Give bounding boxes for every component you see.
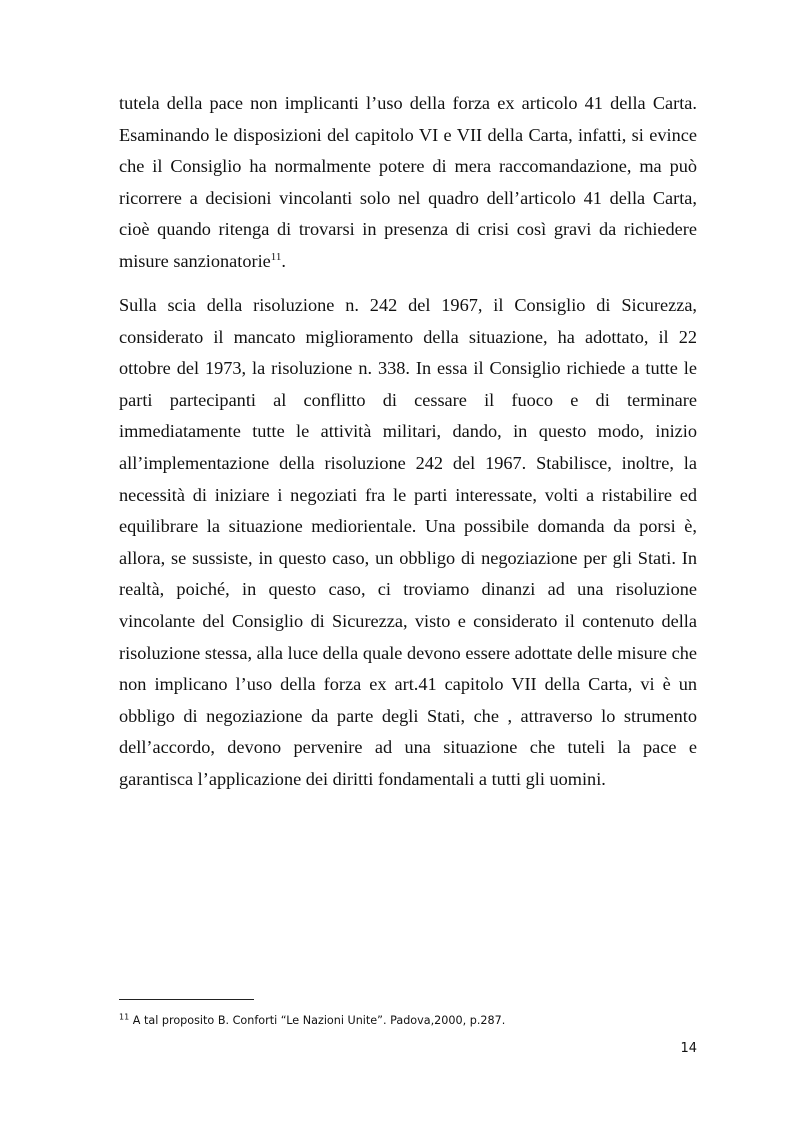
body-paragraph-2: Sulla scia della risoluzione n. 242 del 1967, il Consiglio di Sicurezza, considerato il mancato miglioramento della situazione, ha adottato, il 22 ottobre del 1973, la risoluzione n. 338. In essa il Consiglio richiede a tutte le parti partecipanti al conflitto di cessare il fuoco e di terminare immediatamente tutte le attività militari, dando, in questo modo, inizio all’implementazione della risoluzione 242 del 1967. Stabilisce, inoltre, la necessità di iniziare i negoziati fra le parti interessate, volti a ristabilire ed equilibrare la situazione mediorientale. Una possibile domanda da porsi è, allora, se sussiste, in questo caso, un obbligo di negoziazione per gli Stati. In realtà, poiché, in questo caso, ci troviamo dinanzi ad una risoluzione vincolante del Consiglio di Sicurezza, visto e considerato il contenuto della risoluzione stessa, alla luce della quale devono essere adottate delle misure che non implicano l’uso della forza ex art.41 capitolo VII della Carta, vi è un obbligo di negoziazione da parte degli Stati, che , attraverso lo strumento dell’accordo, devono pervenire ad una situazione che tuteli la pace e garantisca l’applicazione dei diritti fondamentali a tutti gli uomini. xyxy=(119,295,697,789)
footnote-reference: 11 xyxy=(270,250,282,263)
footnote-number: 11 xyxy=(119,1012,130,1022)
footnote-separator xyxy=(119,999,254,1000)
page-number: 14 xyxy=(680,1041,697,1056)
footnote-text: A tal proposito B. Conforti “Le Nazioni Unite”. Padova,2000, p.287. xyxy=(129,1014,506,1027)
paragraph-1-text: tutela della pace non implicanti l’uso della forza ex articolo 41 della Carta. Esaminando le disposizioni del capitolo VI e VII della Carta, infatti, si evince che il Consiglio ha normalmente potere di mera raccomandazione, ma può ricorrere a decisioni vincolanti solo nel quadro dell’articolo 41 della Carta, cioè quando ritenga di trovarsi in presenza di crisi così gravi da richiedere misure sanzionatorie xyxy=(119,93,697,271)
paragraph-1-period: . xyxy=(281,250,286,271)
footnote xyxy=(119,1013,697,1029)
body-paragraph-1 xyxy=(119,88,697,278)
